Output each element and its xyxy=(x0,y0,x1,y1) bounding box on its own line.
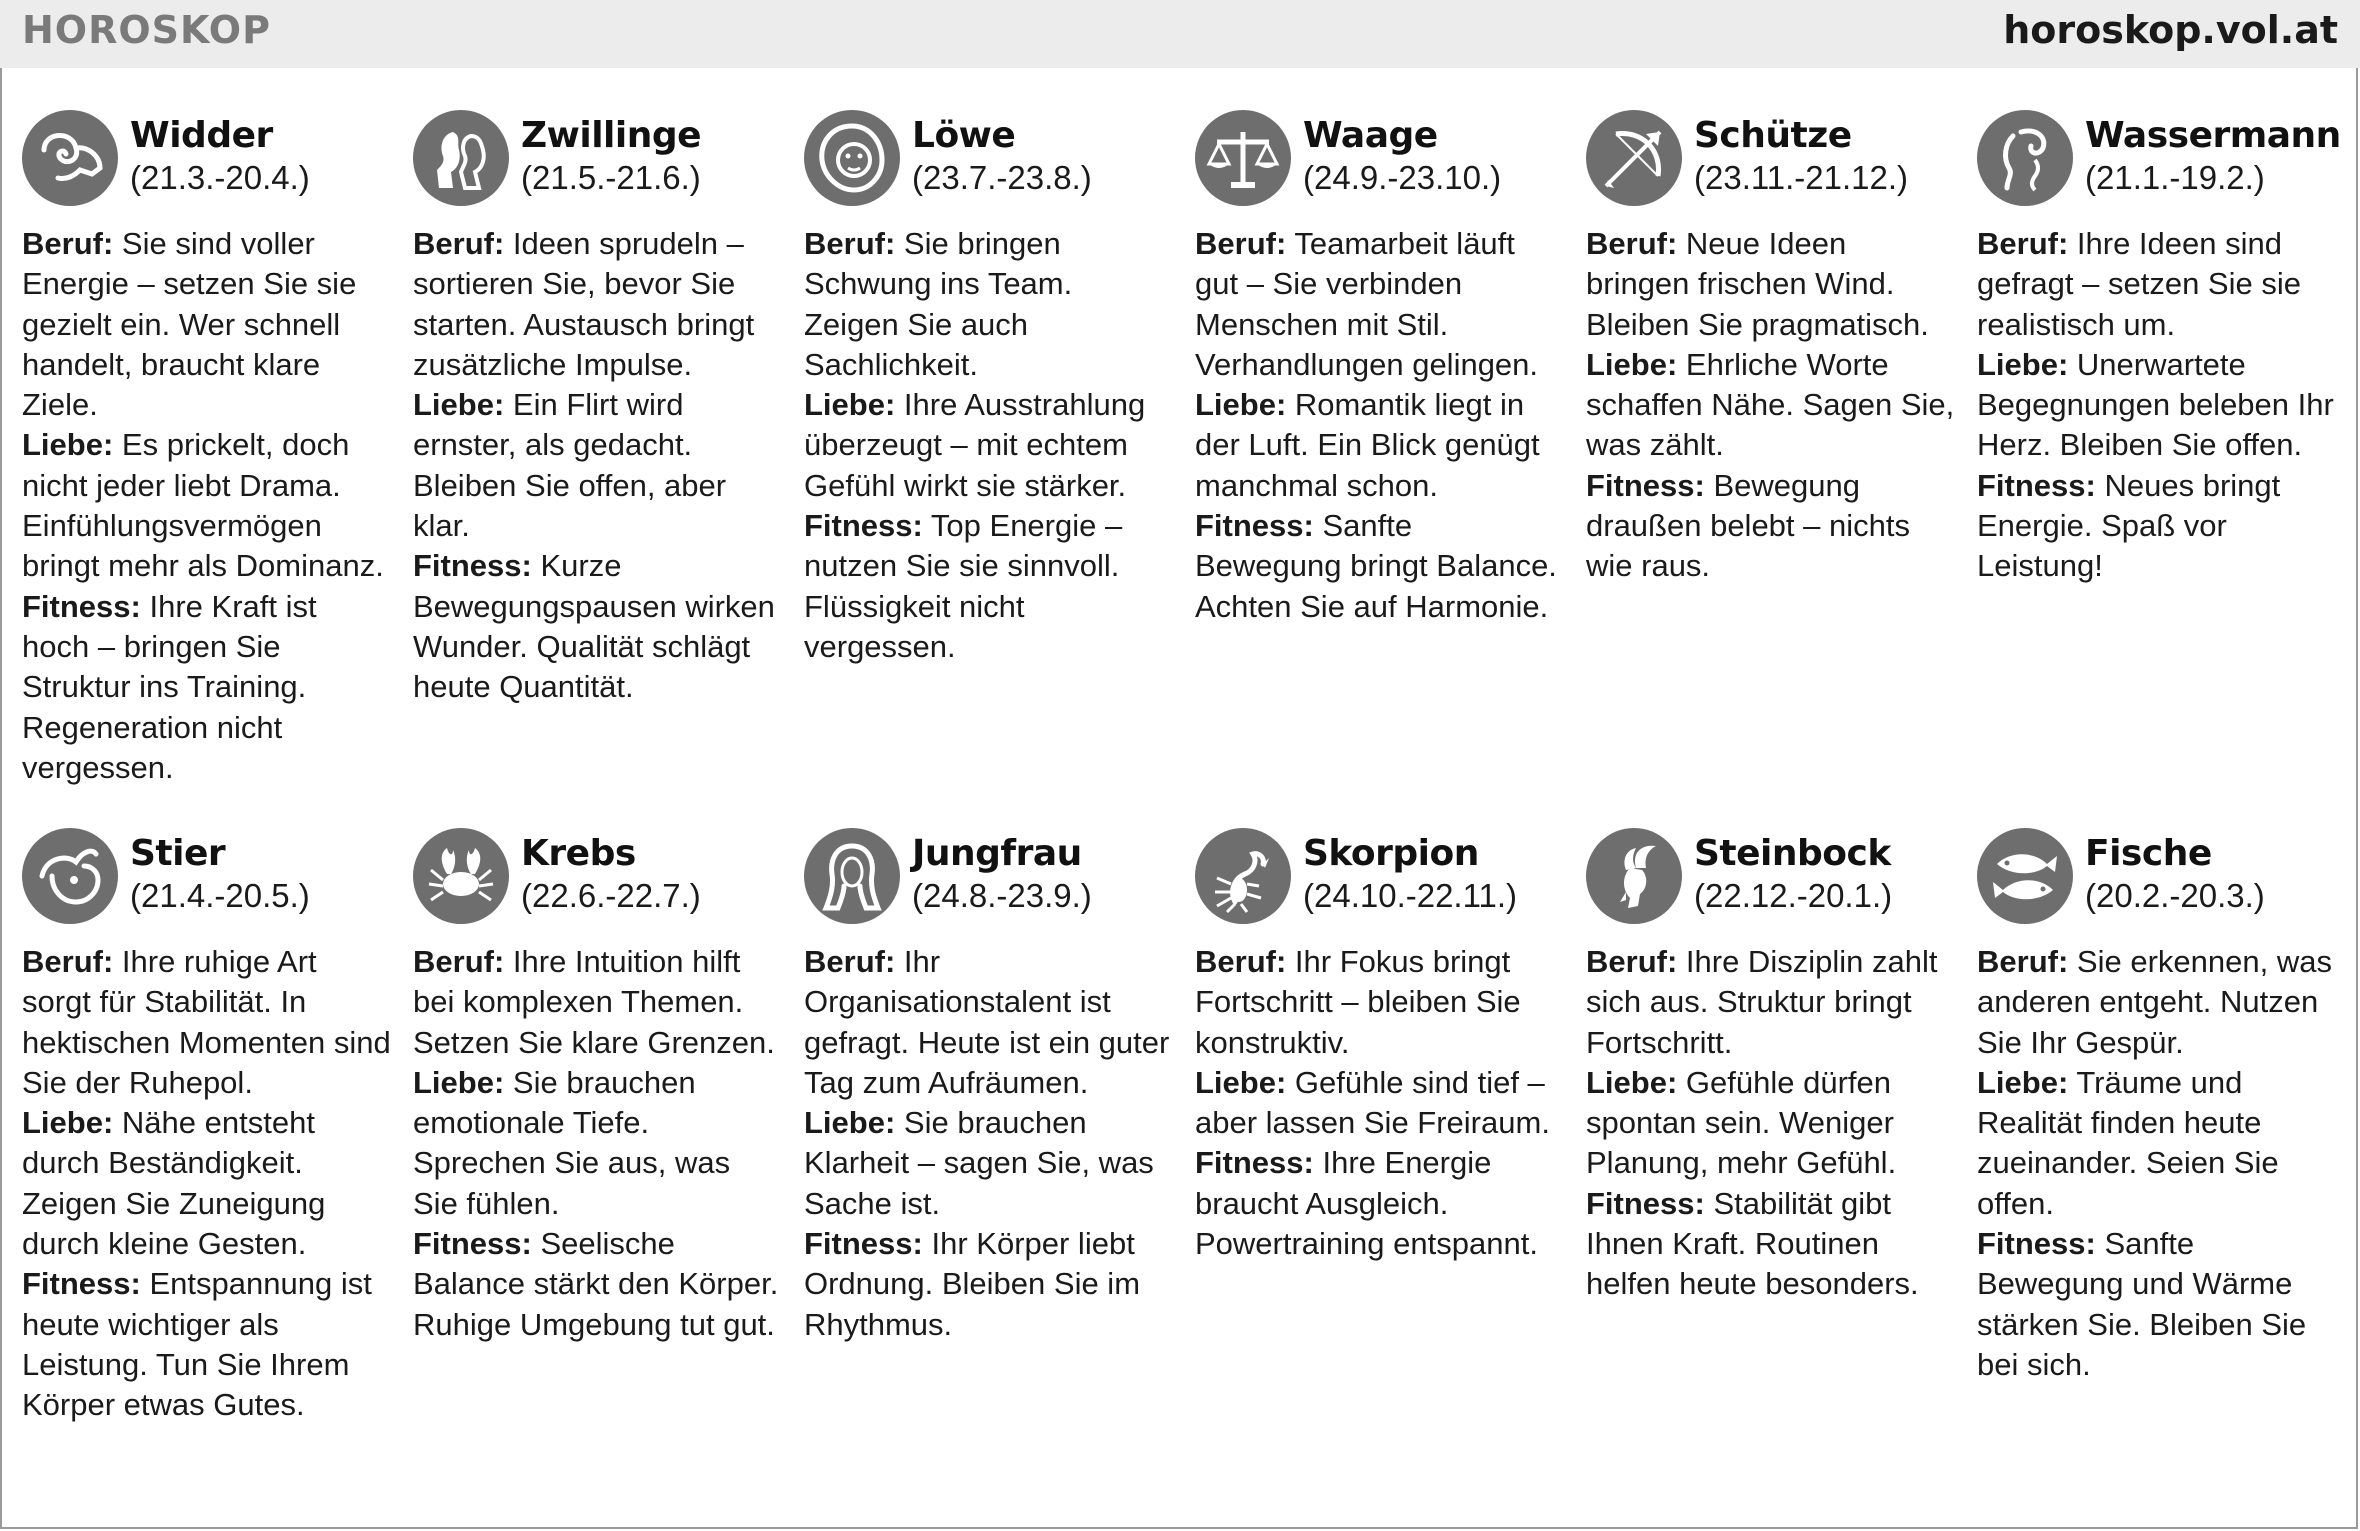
beruf-label: Beruf: xyxy=(22,944,114,979)
ram-icon xyxy=(22,110,118,206)
sign-name: Schütze xyxy=(1694,115,1852,156)
fitness-text: Ihr Körper liebt Ordnung. Bleiben Sie im Rhythmus. xyxy=(804,1226,1141,1342)
sign-dates: (24.8.-23.9.) xyxy=(912,877,1092,914)
maiden-icon xyxy=(804,828,900,924)
liebe-label: Liebe: xyxy=(413,387,505,423)
sign-name: Fische xyxy=(2085,833,2212,874)
page-title: HOROSKOP xyxy=(22,8,271,52)
liebe-label: Liebe: xyxy=(1977,346,2069,382)
sign-dates: (22.12.-20.1.) xyxy=(1694,877,1893,914)
liebe-text: Unerwartete Begegnungen beleben Ihr Herz. Bleiben Sie offen. xyxy=(1977,346,2334,463)
sign-text xyxy=(1586,224,1956,587)
beruf-text: Ihr Organisationstalent ist gefragt. Heute ist ein guter Tag zum Aufräumen. xyxy=(804,944,1170,1100)
fitness-label: Fitness: xyxy=(413,1226,532,1262)
lion-icon xyxy=(804,110,900,206)
sign-name: Zwillinge xyxy=(521,115,702,156)
fitness-label: Fitness: xyxy=(1195,508,1314,544)
liebe-label: Liebe: xyxy=(413,1064,505,1100)
fitness-text: Entspannung ist heute wichtiger als Leistung. Tun Sie Ihrem Körper etwas Gutes. xyxy=(22,1266,372,1423)
beruf-label: Beruf: xyxy=(804,944,896,979)
sign-text xyxy=(1195,942,1565,1264)
site-link[interactable]: horoskop.vol.at xyxy=(2003,8,2338,52)
sign-text xyxy=(1586,942,1956,1305)
sign-text xyxy=(804,942,1174,1345)
sign-name: Skorpion xyxy=(1303,833,1479,874)
beruf-text: Sie sind voller Energie – setzen Sie sie gezielt ein. Wer schnell handelt, braucht klare Ziele. xyxy=(22,226,357,423)
liebe-text: Ihre Ausstrahlung überzeugt – mit echtem Gefühl wirkt sie stärker. xyxy=(804,387,1146,503)
fitness-text: Bewegung draußen belebt – nichts wie raus. xyxy=(1586,467,1910,584)
fitness-text: Sanfte Bewegung und Wärme stärken Sie. Bleiben Sie bei sich. xyxy=(1977,1226,2307,1382)
liebe-label: Liebe: xyxy=(1586,346,1678,382)
bull-icon xyxy=(22,828,118,924)
beruf-text: Sie bringen Schwung ins Team. Zeigen Sie auch Sachlichkeit. xyxy=(804,226,1073,382)
liebe-label: Liebe: xyxy=(1195,387,1287,423)
fitness-label: Fitness: xyxy=(1586,1185,1705,1221)
fitness-text: Ihre Energie braucht Ausgleich. Powertraining entspannt. xyxy=(1195,1145,1538,1262)
liebe-text: Romantik liegt in der Luft. Ein Blick genügt manchmal schon. xyxy=(1195,387,1540,503)
beruf-text: Ihre Intuition hilft bei komplexen Themen. Setzen Sie klare Grenzen. xyxy=(413,944,775,1060)
liebe-label: Liebe: xyxy=(804,387,896,423)
fitness-label: Fitness: xyxy=(1195,1145,1314,1181)
crab-icon xyxy=(413,828,509,924)
sign-dates: (22.6.-22.7.) xyxy=(521,877,701,914)
liebe-label: Liebe: xyxy=(804,1105,896,1141)
fitness-label: Fitness: xyxy=(1977,1226,2096,1262)
beruf-label: Beruf: xyxy=(1586,226,1678,261)
fitness-label: Fitness: xyxy=(1977,467,2096,503)
beruf-label: Beruf: xyxy=(413,944,505,979)
beruf-text: Ideen sprudeln – sortieren Sie, bevor Sie starten. Austausch bringt zusätzliche Impulse. xyxy=(413,226,755,382)
sign-dates: (21.3.-20.4.) xyxy=(130,159,310,196)
beruf-text: Teamarbeit läuft gut – Sie verbinden Menschen mit Stil. Verhandlungen gelingen. xyxy=(1195,226,1539,382)
sign-text xyxy=(1977,942,2347,1385)
sign-text xyxy=(1977,224,2347,587)
beruf-text: Ihre ruhige Art sorgt für Stabilität. In hektischen Momenten sind Sie der Ruhepol. xyxy=(22,944,391,1100)
fitness-text: Seelische Balance stärkt den Körper. Ruhige Umgebung tut gut. xyxy=(413,1226,779,1342)
liebe-label: Liebe: xyxy=(1977,1064,2069,1100)
fitness-label: Fitness: xyxy=(1586,467,1705,503)
header-bar xyxy=(0,0,2360,68)
sign-name: Waage xyxy=(1303,115,1438,156)
liebe-text: Sie brauchen emotionale Tiefe. Sprechen Sie aus, was Sie fühlen. xyxy=(413,1064,731,1221)
liebe-label: Liebe: xyxy=(22,1105,114,1141)
sign-name: Löwe xyxy=(912,115,1016,156)
liebe-text: Gefühle sind tief – aber lassen Sie Freiraum. xyxy=(1195,1064,1550,1141)
sign-dates: (23.11.-21.12.) xyxy=(1694,159,1909,196)
bow-arrow-icon xyxy=(1586,110,1682,206)
sign-text xyxy=(413,224,783,708)
liebe-text: Es prickelt, doch nicht jeder liebt Drama. Einfühlungsvermögen bringt mehr als Dominanz. xyxy=(22,427,384,584)
sign-name: Jungfrau xyxy=(912,833,1082,874)
fitness-label: Fitness: xyxy=(804,1226,923,1262)
liebe-text: Gefühle dürfen spontan sein. Weniger Planung, mehr Gefühl. xyxy=(1586,1064,1897,1181)
liebe-label: Liebe: xyxy=(22,427,114,463)
sign-dates: (21.5.-21.6.) xyxy=(521,159,701,196)
water-bearer-icon xyxy=(1977,110,2073,206)
beruf-text: Sie erkennen, was anderen entgeht. Nutzen Sie Ihr Gespür. xyxy=(1977,944,2332,1060)
fitness-text: Top Energie – nutzen Sie sie sinnvoll. Flüssigkeit nicht vergessen. xyxy=(804,508,1123,664)
fitness-label: Fitness: xyxy=(413,548,532,584)
beruf-label: Beruf: xyxy=(413,226,505,261)
sign-dates: (24.10.-22.11.) xyxy=(1303,877,1518,914)
liebe-label: Liebe: xyxy=(1195,1064,1287,1100)
fitness-text: Kurze Bewegungspausen wirken Wunder. Qualität schlägt heute Quantität. xyxy=(413,548,775,705)
beruf-text: Ihre Ideen sind gefragt – setzen Sie sie realistisch um. xyxy=(1977,226,2301,342)
sign-dates: (24.9.-23.10.) xyxy=(1303,159,1502,196)
sign-text xyxy=(413,942,783,1345)
liebe-text: Sie brauchen Klarheit – sagen Sie, was Sache ist. xyxy=(804,1105,1154,1221)
fitness-text: Stabilität gibt Ihnen Kraft. Routinen helfen heute besonders. xyxy=(1586,1185,1919,1302)
liebe-text: Ein Flirt wird ernster, als gedacht. Bleiben Sie offen, aber klar. xyxy=(413,387,727,544)
sign-dates: (23.7.-23.8.) xyxy=(912,159,1092,196)
liebe-text: Nähe entsteht durch Beständigkeit. Zeigen Sie Zuneigung durch kleine Gesten. xyxy=(22,1105,326,1262)
fitness-label: Fitness: xyxy=(22,1266,141,1302)
fitness-text: Neues bringt Energie. Spaß vor Leistung! xyxy=(1977,467,2281,584)
fish-icon xyxy=(1977,828,2073,924)
beruf-text: Ihre Disziplin zahlt sich aus. Struktur bringt Fortschritt. xyxy=(1586,944,1938,1060)
goat-icon xyxy=(1586,828,1682,924)
beruf-label: Beruf: xyxy=(804,226,896,261)
scorpion-icon xyxy=(1195,828,1291,924)
beruf-label: Beruf: xyxy=(1977,944,2069,979)
sign-text xyxy=(804,224,1174,667)
fitness-text: Ihre Kraft ist hoch – bringen Sie Struktur ins Training. Regeneration nicht vergessen. xyxy=(22,588,317,785)
beruf-label: Beruf: xyxy=(1586,944,1678,979)
beruf-label: Beruf: xyxy=(1977,226,2069,261)
sign-name: Stier xyxy=(130,833,226,874)
beruf-text: Ihr Fokus bringt Fortschritt – bleiben Sie konstruktiv. xyxy=(1195,944,1521,1060)
twins-icon xyxy=(413,110,509,206)
liebe-text: Träume und Realität finden heute zueinander. Seien Sie offen. xyxy=(1977,1064,2279,1221)
sign-dates: (21.1.-19.2.) xyxy=(2085,159,2265,196)
liebe-label: Liebe: xyxy=(1586,1064,1678,1100)
sign-name: Krebs xyxy=(521,833,636,874)
sign-name: Steinbock xyxy=(1694,833,1891,874)
beruf-text: Neue Ideen bringen frischen Wind. Bleiben Sie pragmatisch. xyxy=(1586,226,1929,342)
fitness-label: Fitness: xyxy=(22,588,141,624)
sign-dates: (21.4.-20.5.) xyxy=(130,877,310,914)
liebe-text: Ehrliche Worte schaffen Nähe. Sagen Sie, was zählt. xyxy=(1586,346,1955,463)
sign-name: Wassermann xyxy=(2085,115,2341,156)
sign-dates: (20.2.-20.3.) xyxy=(2085,877,2265,914)
sign-text xyxy=(1195,224,1565,627)
sign-name: Widder xyxy=(130,115,273,156)
fitness-text: Sanfte Bewegung bringt Balance. Achten Sie auf Harmonie. xyxy=(1195,508,1557,624)
fitness-label: Fitness: xyxy=(804,508,923,544)
sign-text xyxy=(22,942,392,1426)
beruf-label: Beruf: xyxy=(1195,226,1287,261)
beruf-label: Beruf: xyxy=(22,226,114,261)
sign-text xyxy=(22,224,392,788)
beruf-label: Beruf: xyxy=(1195,944,1287,979)
scales-icon xyxy=(1195,110,1291,206)
